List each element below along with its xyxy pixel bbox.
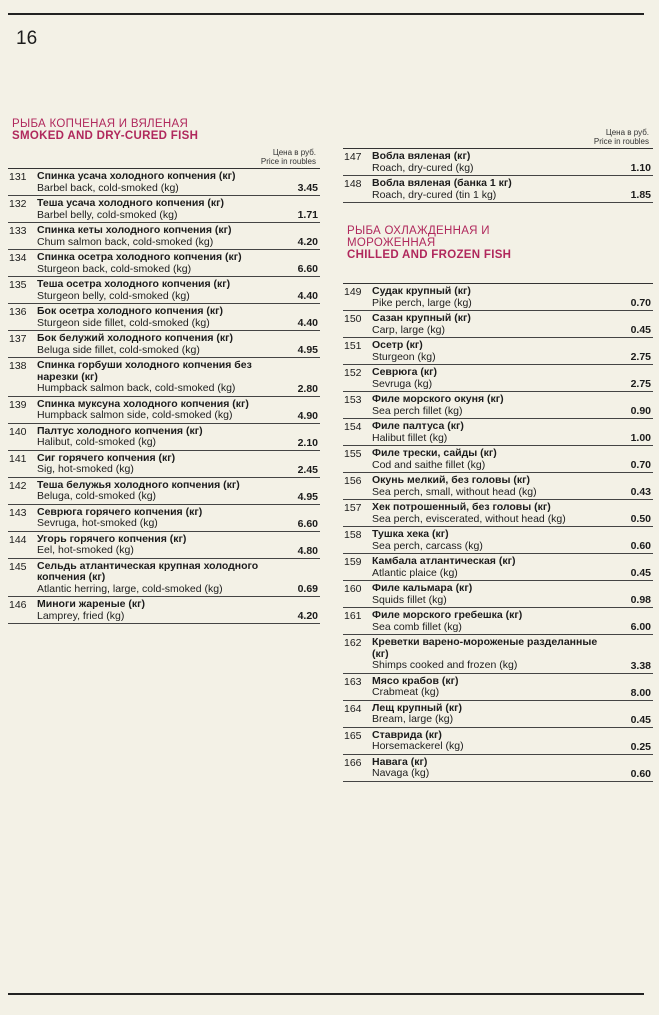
item-description	[372, 676, 615, 699]
item-name-ru: Лещ крупный (кг)	[372, 701, 462, 714]
item-name-ru: Бок белужий холодного копчения (кг)	[37, 332, 234, 344]
item-number: 146	[9, 599, 27, 611]
item-name-ru: Сельдь атлантическая крупная холодного копчения (кг)	[37, 559, 259, 583]
item-number: 136	[9, 306, 27, 318]
list-item	[8, 478, 320, 505]
item-number: 163	[344, 675, 362, 688]
section-title-ru-line1: РЫБА ОХЛАЖДЕННАЯ И	[347, 225, 490, 237]
item-name-ru: Спинка кеты холодного копчения (кг)	[37, 224, 232, 236]
item-price: 0.60	[630, 767, 651, 780]
item-name-ru: Севрюга (кг)	[372, 366, 438, 378]
item-description	[372, 475, 615, 498]
item-description	[372, 703, 615, 726]
item-number: 147	[344, 151, 362, 163]
price-column-header	[343, 128, 653, 149]
item-price: 2.75	[630, 378, 651, 390]
item-price: 4.40	[297, 317, 318, 329]
item-description	[37, 333, 282, 356]
price-header-en: Price in roubles	[260, 157, 316, 166]
list-item	[343, 446, 653, 473]
list-item	[8, 559, 320, 598]
item-name-ru: Мясо крабов (кг)	[372, 674, 459, 687]
item-name-ru: Миноги жареные (кг)	[37, 598, 146, 610]
right-column	[343, 128, 653, 782]
item-name-en: Sea comb fillet (kg)	[372, 620, 462, 633]
item-description	[372, 529, 615, 552]
item-description	[372, 730, 615, 753]
list-item	[343, 500, 653, 527]
item-number: 139	[9, 398, 27, 411]
item-description	[372, 340, 615, 363]
item-name-ru: Окунь мелкий, без головы (кг)	[372, 474, 531, 486]
item-name-ru: Ставрида (кг)	[372, 728, 442, 741]
item-price: 0.98	[630, 594, 651, 606]
item-number: 141	[9, 452, 27, 465]
item-price: 6.60	[297, 263, 318, 275]
left-column	[8, 118, 320, 624]
item-description	[372, 448, 615, 471]
item-name-ru: Бок осетра холодного копчения (кг)	[37, 305, 224, 317]
item-price: 0.25	[630, 740, 651, 753]
item-name-ru: Палтус холодного копчения (кг)	[37, 424, 203, 437]
item-number: 150	[344, 313, 362, 325]
item-description	[372, 757, 615, 780]
list-item	[343, 635, 653, 674]
item-name-en: Humpback salmon side, cold-smoked (kg)	[37, 409, 233, 421]
item-name-ru: Креветки варено-мороженые разделанные (кг)	[372, 636, 598, 660]
item-name-en: Navaga (kg)	[372, 767, 430, 779]
item-number: 131	[9, 171, 27, 183]
item-description	[37, 534, 282, 557]
item-number: 160	[344, 583, 362, 595]
list-item	[8, 277, 320, 304]
item-name-en: Sea perch, carcass (kg)	[372, 539, 483, 552]
smoked-fish-section-title	[12, 118, 320, 142]
item-name-ru: Камбала атлантическая (кг)	[372, 555, 516, 567]
item-number: 164	[344, 702, 362, 715]
item-number: 159	[344, 556, 362, 568]
item-name-ru: Севрюга горячего копчения (кг)	[37, 505, 203, 518]
item-price: 4.95	[297, 490, 318, 503]
item-price: 4.40	[297, 290, 318, 302]
list-item	[8, 223, 320, 250]
item-price: 0.60	[630, 540, 651, 552]
item-name-ru: Навага (кг)	[372, 755, 428, 768]
list-item	[343, 728, 653, 755]
item-name-ru: Спинка осетра холодного копчения (кг)	[37, 251, 242, 263]
list-item	[8, 397, 320, 424]
item-name-en: Crabmeat (kg)	[372, 686, 440, 698]
item-description	[372, 313, 615, 336]
item-description	[372, 502, 615, 525]
item-description	[37, 171, 282, 194]
item-price: 2.80	[297, 382, 318, 395]
item-price: 0.69	[297, 583, 318, 595]
item-name-ru: Спинка муксуна холодного копчения (кг)	[37, 397, 249, 410]
item-price: 4.90	[297, 409, 318, 422]
top-rule	[8, 13, 644, 15]
item-name-ru: Вобла вяленая (банка 1 кг)	[372, 177, 512, 189]
item-name-ru: Теша осетра холодного копчения (кг)	[37, 278, 231, 290]
list-item	[8, 331, 320, 358]
item-price: 0.45	[630, 713, 651, 726]
item-name-en: Halibut fillet (kg)	[372, 431, 448, 444]
item-number: 151	[344, 340, 362, 352]
section-title-ru-line2: МОРОЖЕННАЯ	[347, 237, 436, 249]
item-price: 0.45	[630, 324, 651, 336]
item-number: 155	[344, 448, 362, 460]
item-price: 1.10	[630, 162, 651, 174]
item-name-en: Sturgeon belly, cold-smoked (kg)	[37, 289, 190, 302]
item-description	[372, 556, 615, 579]
item-price: 3.38	[630, 659, 651, 672]
item-price: 1.71	[297, 209, 318, 221]
item-name-ru: Хек потрошенный, без головы (кг)	[372, 501, 551, 513]
item-name-ru: Филе морского гребешка (кг)	[372, 609, 523, 621]
item-name-en: Roach, dry-cured (tin 1 kg)	[372, 188, 497, 201]
list-item	[343, 284, 653, 311]
item-description	[372, 178, 615, 201]
item-number: 149	[344, 286, 362, 298]
item-description	[37, 399, 282, 422]
item-number: 134	[9, 252, 27, 264]
item-number: 137	[9, 333, 27, 345]
item-name-ru: Сиг горячего копчения (кг)	[37, 451, 176, 464]
item-name-en: Beluga, cold-smoked (kg)	[37, 490, 157, 502]
list-item	[8, 532, 320, 559]
item-number: 133	[9, 225, 27, 237]
list-item	[8, 451, 320, 478]
item-name-ru: Теша белужья холодного копчения (кг)	[37, 478, 240, 491]
item-name-en: Sig, hot-smoked (kg)	[37, 463, 134, 475]
item-number: 144	[9, 533, 27, 546]
item-name-ru: Спинка усача холодного копчения (кг)	[37, 170, 236, 182]
item-name-en: Beluga side fillet, cold-smoked (kg)	[37, 343, 200, 356]
item-description	[372, 286, 615, 309]
list-item	[343, 149, 653, 176]
chilled-fish-section-title	[347, 225, 653, 261]
item-name-en: Sevruga (kg)	[372, 377, 433, 390]
item-name-en: Atlantic herring, large, cold-smoked (kg)	[37, 582, 223, 595]
item-description	[372, 637, 615, 672]
item-description	[372, 367, 615, 390]
item-name-ru: Филе кальмара (кг)	[372, 582, 473, 594]
item-price: 4.80	[297, 544, 318, 557]
item-description	[37, 198, 282, 221]
item-price: 2.75	[630, 351, 651, 363]
item-description	[372, 583, 615, 606]
item-name-ru: Филе морского окуня (кг)	[372, 393, 504, 405]
list-item	[343, 554, 653, 581]
price-header-en: Price in roubles	[593, 137, 649, 146]
item-price: 6.60	[297, 517, 318, 530]
item-name-ru: Угорь горячего копчения (кг)	[37, 532, 187, 545]
price-header-ru: Цена в руб.	[272, 148, 316, 157]
item-name-ru: Судак крупный (кг)	[372, 285, 471, 297]
item-name-en: Eel, hot-smoked (kg)	[37, 544, 134, 556]
list-item	[8, 358, 320, 397]
item-name-ru: Филе трески, сайды (кг)	[372, 447, 497, 459]
item-name-ru: Вобла вяленая (кг)	[372, 150, 471, 162]
item-price: 4.95	[297, 344, 318, 356]
list-item	[343, 581, 653, 608]
item-description	[37, 279, 282, 302]
item-name-en: Shimps cooked and frozen (kg)	[372, 659, 518, 671]
item-name-ru: Филе палтуса (кг)	[372, 420, 464, 432]
list-item	[343, 392, 653, 419]
item-name-ru: Спинка горбуши холодного копчения без нарезки (кг)	[37, 359, 252, 383]
item-name-en: Sea perch fillet (kg)	[372, 404, 463, 417]
item-price: 0.45	[630, 567, 651, 579]
item-description	[37, 426, 282, 449]
item-name-en: Cod and saithe fillet (kg)	[372, 458, 486, 471]
list-item	[8, 196, 320, 223]
item-price: 6.00	[630, 621, 651, 633]
list-item	[8, 250, 320, 277]
item-name-en: Squids fillet (kg)	[372, 593, 447, 606]
list-item	[8, 304, 320, 331]
item-name-en: Barbel back, cold-smoked (kg)	[37, 181, 179, 194]
item-name-ru: Теша усача холодного копчения (кг)	[37, 197, 225, 209]
item-name-en: Sea perch, small, without head (kg)	[372, 485, 537, 498]
item-number: 166	[344, 756, 362, 769]
section-title-ru: РЫБА КОПЧЕНАЯ И ВЯЛЕНАЯ	[12, 118, 189, 130]
item-number: 143	[9, 506, 27, 519]
item-description	[37, 561, 282, 596]
item-name-en: Humpback salmon back, cold-smoked (kg)	[37, 382, 236, 394]
item-name-ru: Сазан крупный (кг)	[372, 312, 471, 324]
item-name-ru: Тушка хека (кг)	[372, 528, 449, 540]
item-price: 0.50	[630, 513, 651, 525]
item-price: 3.45	[297, 182, 318, 194]
price-column-header	[8, 148, 320, 169]
list-item	[343, 755, 653, 782]
item-price: 1.85	[630, 189, 651, 201]
list-item	[343, 311, 653, 338]
item-name-en: Chum salmon back, cold-smoked (kg)	[37, 235, 214, 248]
item-number: 157	[344, 502, 362, 514]
item-number: 148	[344, 178, 362, 190]
item-price: 0.70	[630, 459, 651, 471]
item-description	[372, 610, 615, 633]
item-description	[37, 360, 282, 395]
item-name-en: Barbel belly, cold-smoked (kg)	[37, 208, 178, 221]
item-number: 154	[344, 421, 362, 433]
item-description	[372, 394, 615, 417]
item-name-en: Sturgeon side fillet, cold-smoked (kg)	[37, 316, 210, 329]
item-number: 142	[9, 479, 27, 492]
list-item	[343, 419, 653, 446]
item-name-en: Roach, dry-cured (kg)	[372, 161, 474, 174]
item-description	[372, 421, 615, 444]
item-description	[37, 306, 282, 329]
item-price: 0.90	[630, 405, 651, 417]
price-header-ru: Цена в руб.	[605, 128, 649, 137]
item-name-en: Sea perch, eviscerated, without head (kg)	[372, 512, 566, 525]
item-price: 2.45	[297, 463, 318, 476]
item-price: 4.20	[297, 236, 318, 248]
item-description	[37, 507, 282, 530]
item-description	[37, 225, 282, 248]
bottom-rule	[8, 993, 644, 995]
item-number: 135	[9, 279, 27, 291]
item-description	[37, 453, 282, 476]
list-item	[8, 597, 320, 624]
item-description	[372, 151, 615, 174]
item-number: 158	[344, 529, 362, 541]
item-name-en: Sturgeon (kg)	[372, 350, 436, 363]
item-name-en: Carp, large (kg)	[372, 323, 445, 336]
item-name-en: Bream, large (kg)	[372, 713, 454, 725]
item-description	[37, 252, 282, 275]
item-name-en: Sturgeon back, cold-smoked (kg)	[37, 262, 192, 275]
item-price: 2.10	[297, 436, 318, 449]
smoked-fish-list	[8, 169, 320, 624]
list-item	[343, 473, 653, 500]
item-name-en: Lamprey, fried (kg)	[37, 609, 125, 622]
item-name-en: Horsemackerel (kg)	[372, 740, 464, 752]
item-name-ru: Осетр (кг)	[372, 339, 423, 351]
dry-cured-fish-list	[343, 149, 653, 203]
item-number: 145	[9, 560, 27, 573]
list-item	[343, 176, 653, 203]
item-name-en: Halibut, cold-smoked (kg)	[37, 436, 157, 448]
item-price: 1.00	[630, 432, 651, 444]
item-number: 162	[344, 637, 362, 649]
item-number: 161	[344, 610, 362, 622]
item-number: 140	[9, 425, 27, 438]
list-item	[8, 505, 320, 532]
list-item	[343, 674, 653, 701]
item-number: 165	[344, 729, 362, 742]
section-title-en: SMOKED AND DRY-CURED FISH	[12, 130, 199, 142]
item-description	[37, 480, 282, 503]
item-number: 138	[9, 360, 27, 372]
item-price: 8.00	[630, 686, 651, 699]
item-name-en: Atlantic plaice (kg)	[372, 566, 458, 579]
item-price: 4.20	[297, 610, 318, 622]
item-price: 0.70	[630, 297, 651, 309]
list-item	[343, 338, 653, 365]
item-description	[37, 599, 282, 622]
list-item	[343, 608, 653, 635]
list-item	[343, 365, 653, 392]
list-item	[343, 701, 653, 728]
item-number: 152	[344, 367, 362, 379]
item-number: 156	[344, 475, 362, 487]
item-name-en: Pike perch, large (kg)	[372, 296, 472, 309]
list-item	[8, 424, 320, 451]
item-number: 153	[344, 394, 362, 406]
list-item	[343, 527, 653, 554]
list-item	[8, 169, 320, 196]
section-title-en: CHILLED AND FROZEN FISH	[347, 249, 512, 261]
item-name-en: Sevruga, hot-smoked (kg)	[37, 517, 158, 529]
chilled-fish-list	[343, 283, 653, 782]
item-number: 132	[9, 198, 27, 210]
item-price: 0.43	[630, 486, 651, 498]
page-number: 16	[16, 28, 38, 49]
